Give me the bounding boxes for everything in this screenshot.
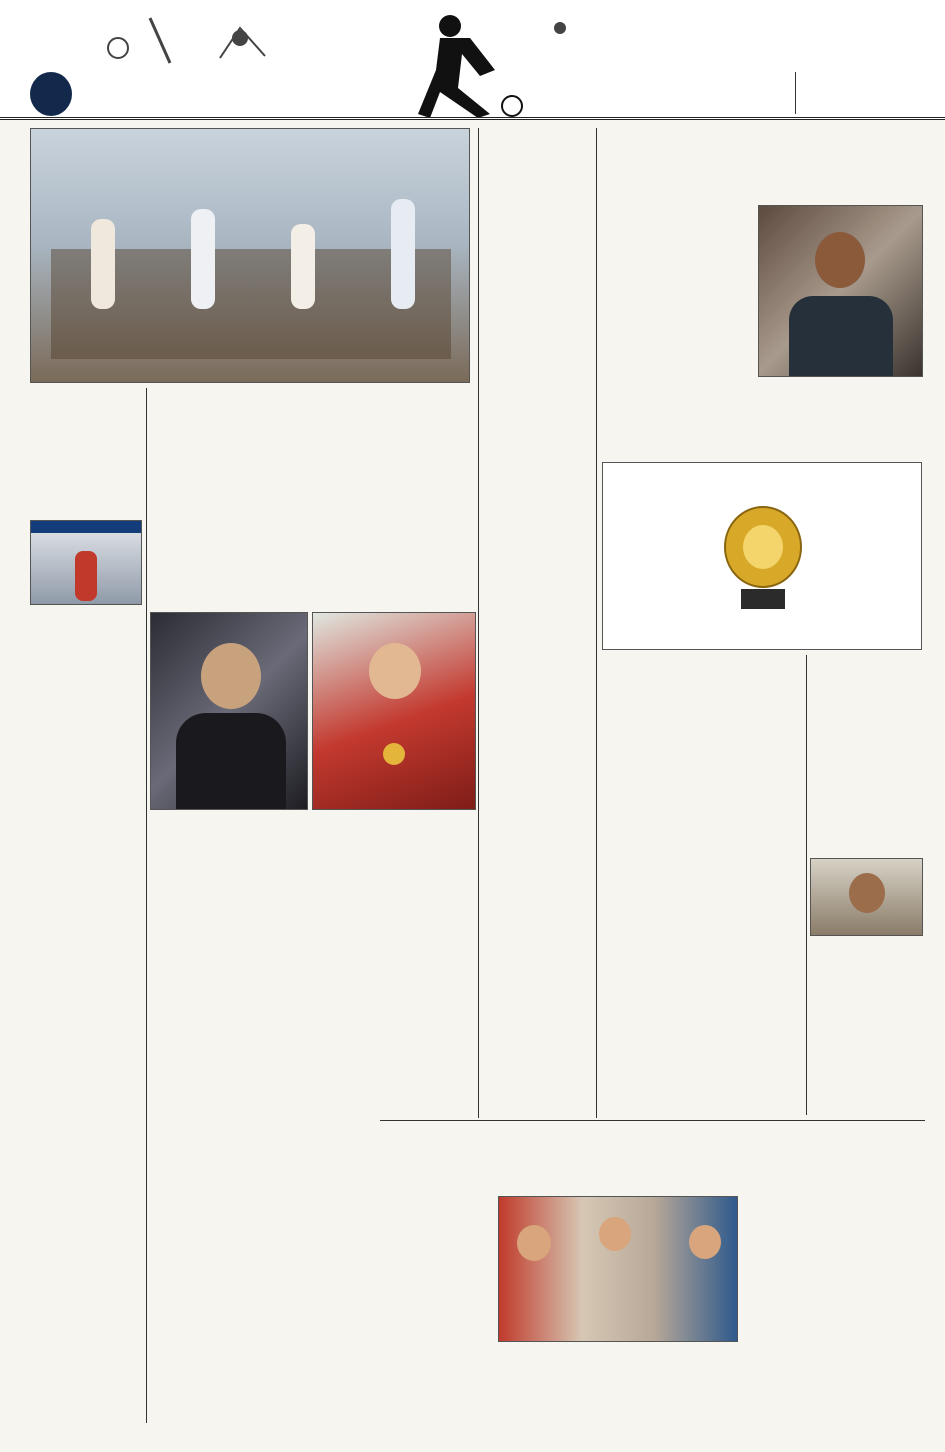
boycott-headline [484,128,592,178]
bigbash-headline [30,688,142,736]
suryavanshi-body [598,1056,920,1116]
jota-body-col-1 [382,1196,492,1421]
photo-player-figure [91,219,115,309]
jota-body-col-3 [744,1196,922,1421]
bcb-body-continued [602,420,922,460]
club-crest-top-3 [803,477,859,516]
club-wc-body [602,716,802,866]
club-crest-top-2 [667,477,723,516]
photo-face-shape [599,1217,631,1251]
column-divider [478,128,479,1118]
kazi-salahuddin-photo [150,612,308,810]
bigbash-body [30,738,142,1208]
turkmenistan-body-col-2 [318,470,472,540]
kazi-body-col-1 [150,814,310,1114]
trophy-icon [713,499,813,614]
hongkong-body-continued [30,608,142,684]
turkmenistan-body-col-1 [155,470,309,540]
medal-shape [383,743,405,765]
jota-body-col-2 [498,1346,738,1422]
srilanka-headline [484,565,592,603]
coach-headline [810,655,923,711]
coach-body [810,714,923,854]
club-crest-bottom-2 [667,583,723,622]
photo-player-figure [291,224,315,309]
club-crest-bottom-4 [861,583,917,622]
club-crest-icon [678,477,712,513]
bcb-president-photo [758,205,923,377]
photo-face-shape [815,232,865,288]
diogo-jota-photo-collage [498,1196,738,1342]
photo-face-shape [201,643,261,709]
kazi-headline [150,545,475,607]
club-crest-icon [814,477,848,513]
section-divider [380,1120,925,1121]
column-divider [596,128,597,1118]
kazi-body-col-2 [316,814,476,1114]
suryavanshi-rule [602,965,802,975]
club-crest-icon [678,583,712,619]
club-crest-icon [620,583,654,619]
masthead-divider [795,72,796,114]
young-footballer-photo [30,520,142,605]
photo-player-figure [391,199,415,309]
club-wc-headline [602,655,802,713]
gym-training-photo [30,128,470,383]
photo-player-figure [191,209,215,309]
page-number [30,72,72,116]
bcb-body [602,205,752,420]
srilanka-body [484,605,592,1115]
womens-cup-body-col-1 [150,1192,258,1424]
club-crest-bottom-3 [803,583,859,622]
photo-face-shape [517,1225,551,1261]
column-divider [146,388,147,1423]
rituparna-chakma-photo [312,612,476,810]
suryavanshi-headline [580,1010,920,1054]
club-crest-icon [620,477,654,513]
photo-player-figure [75,551,97,601]
club-crest-icon [872,583,906,619]
club-crest-icon [872,477,906,513]
masthead [0,0,945,120]
club-crest-top-1 [609,477,665,516]
turkmenistan-headline [155,388,473,468]
bigbash-schedule [30,1210,142,1420]
womens-cup-body-col-2 [264,1192,374,1424]
club-crest-top-4 [861,477,917,516]
club-wc-schedule [602,868,802,963]
photo-face-shape [849,873,885,913]
bcb-headline [602,130,922,200]
club-world-cup-graphic [602,462,922,650]
boycott-body [484,180,592,560]
photo-suit-shape [789,296,893,377]
hongkong-headline [30,388,142,460]
photo-banner-text [31,521,142,533]
photo-face-shape [689,1225,721,1259]
jota-kicker [382,1124,922,1140]
jota-headline [382,1142,922,1190]
footballer-silhouette-icon [400,10,530,118]
hongkong-body [30,460,142,520]
nazimuddin-photo [810,858,923,936]
photo-suit-shape [176,713,286,810]
photo-face-shape [369,643,421,699]
club-crest-bottom-1 [609,583,665,622]
club-crest-icon [814,583,848,619]
womens-cup-headline [150,1120,390,1190]
